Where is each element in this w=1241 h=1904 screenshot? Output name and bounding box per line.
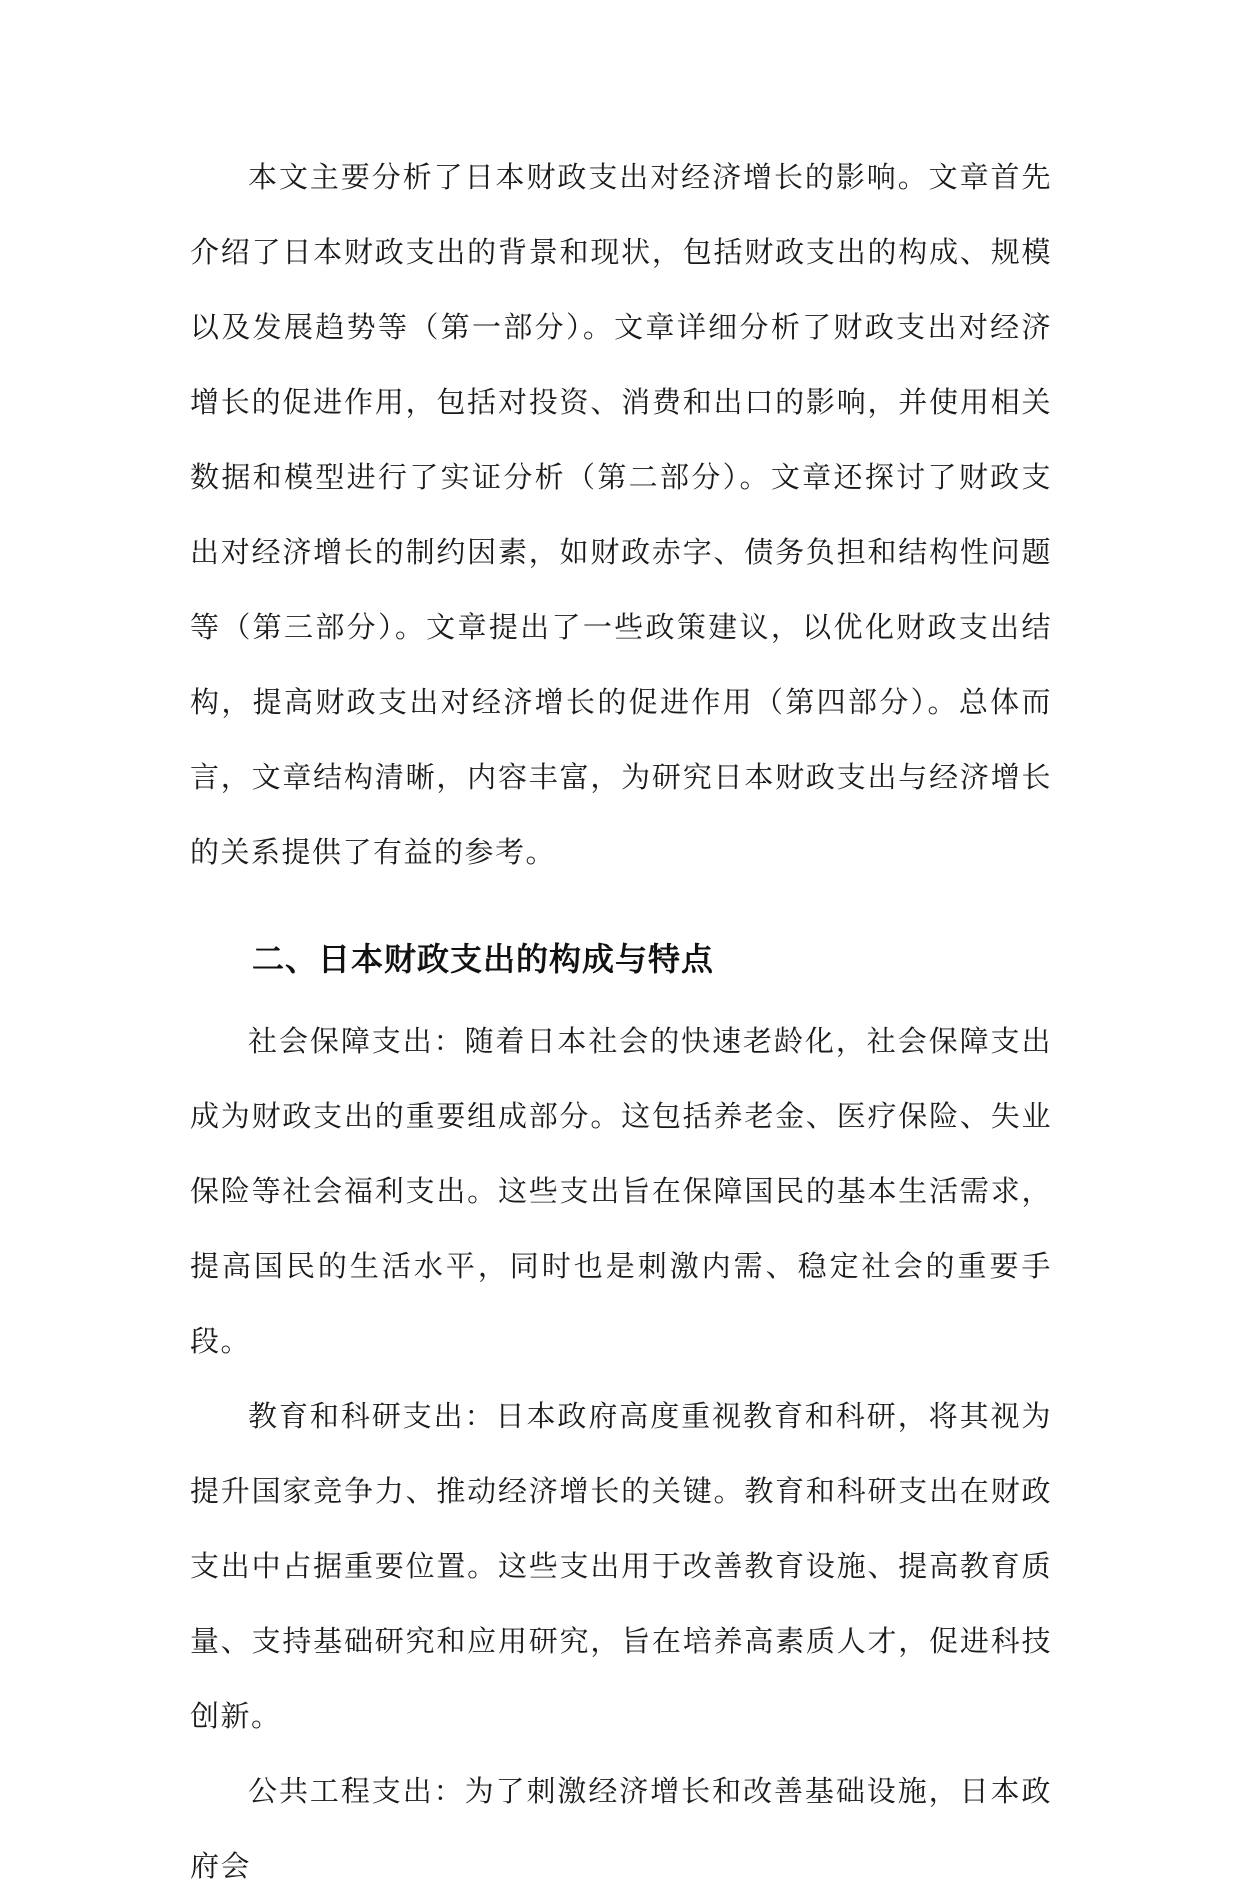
document-body	[190, 140, 1052, 1904]
intro-paragraph: 本文主要分析了日本财政支出对经济增长的影响。文章首先介绍了日本财政支出的背景和现状，包括财政支出的构成、规模以及发展趋势等（第一部分）。文章详细分析了财政支出对经济增长的促进作用，包括对投资、消费和出口的影响，并使用相关数据和模型进行了实证分析（第二部分）。文章还探讨了财政支出对经济增长的制约因素，如财政赤字、债务负担和结构性问题等（第三部分）。文章提出了一些政策建议，以优化财政支出结构，提高财政支出对经济增长的促进作用（第四部分）。总体而言，文章结构清晰，内容丰富，为研究日本财政支出与经济增长的关系提供了有益的参考。	[190, 160, 1052, 869]
paragraph-social-security: 社会保障支出：随着日本社会的快速老龄化，社会保障支出成为财政支出的重要组成部分。这包括养老金、医疗保险、失业保险等社会福利支出。这些支出旨在保障国民的基本生活需求，提高国民的生活水平，同时也是刺激内需、稳定社会的重要手段。	[190, 1024, 1052, 1358]
paragraph-education-research: 教育和科研支出：日本政府高度重视教育和科研，将其视为提升国家竞争力、推动经济增长的关键。教育和科研支出在财政支出中占据重要位置。这些支出用于改善教育设施、提高教育质量、支持基础研究和应用研究，旨在培养高素质人才，促进科技创新。	[190, 1399, 1052, 1733]
paragraph-public-works: 公共工程支出：为了刺激经济增长和改善基础设施，日本政府会	[190, 1774, 1052, 1883]
section-heading: 二、日本财政支出的构成与特点	[252, 940, 715, 978]
